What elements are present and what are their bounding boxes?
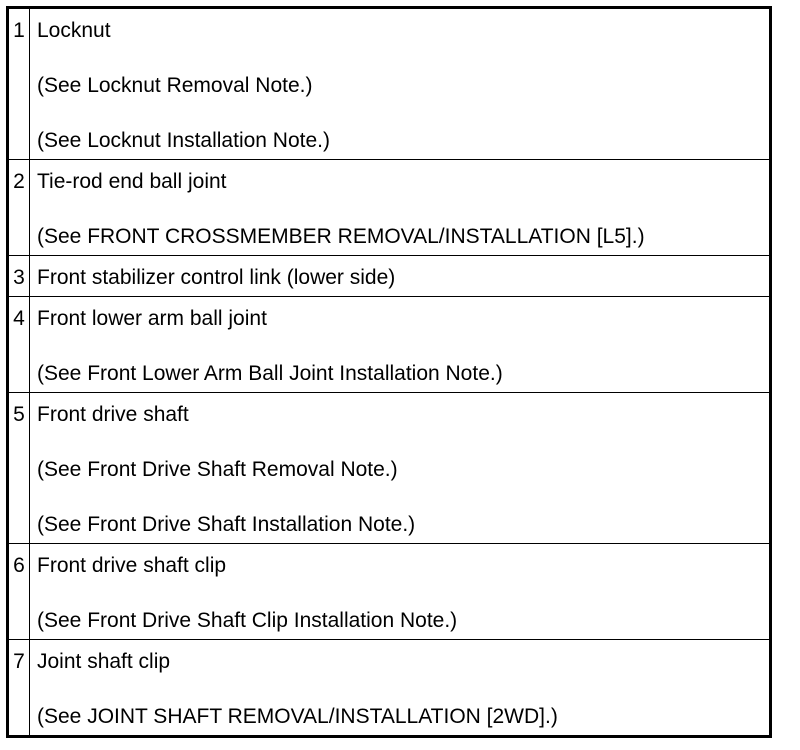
part-description bbox=[30, 297, 771, 393]
reference-note[interactable]: (See Front Drive Shaft Removal Note.) bbox=[37, 458, 398, 481]
reference-note[interactable]: (See Front Lower Arm Ball Joint Installation Note.) bbox=[37, 362, 503, 385]
table-row bbox=[8, 393, 771, 544]
part-name: Joint shaft clip bbox=[37, 650, 171, 673]
part-number: 7 bbox=[8, 640, 30, 737]
part-description bbox=[30, 256, 771, 297]
part-number: 5 bbox=[8, 393, 30, 544]
table-row bbox=[8, 544, 771, 640]
reference-note[interactable]: (See Front Drive Shaft Clip Installation Note.) bbox=[37, 609, 458, 632]
part-number: 4 bbox=[8, 297, 30, 393]
reference-note[interactable]: (See Locknut Removal Note.) bbox=[37, 74, 313, 97]
part-number: 2 bbox=[8, 160, 30, 256]
part-name: Tie-rod end ball joint bbox=[37, 170, 227, 193]
parts-table-body bbox=[8, 8, 771, 737]
reference-note[interactable]: (See JOINT SHAFT REMOVAL/INSTALLATION [2WD].) bbox=[37, 705, 558, 728]
reference-note[interactable]: (See Front Drive Shaft Installation Note.) bbox=[37, 513, 416, 536]
parts-table bbox=[6, 6, 772, 738]
table-row bbox=[8, 160, 771, 256]
part-number: 1 bbox=[8, 8, 30, 160]
part-name: Front drive shaft bbox=[37, 403, 189, 426]
part-description bbox=[30, 393, 771, 544]
part-description bbox=[30, 160, 771, 256]
part-name: Locknut bbox=[37, 19, 111, 42]
part-name: Front drive shaft clip bbox=[37, 554, 227, 577]
part-description bbox=[30, 8, 771, 160]
part-number: 3 bbox=[8, 256, 30, 297]
table-row bbox=[8, 8, 771, 160]
table-row bbox=[8, 256, 771, 297]
part-description bbox=[30, 640, 771, 737]
table-row bbox=[8, 297, 771, 393]
table-row bbox=[8, 640, 771, 737]
reference-note[interactable]: (See Locknut Installation Note.) bbox=[37, 129, 330, 152]
reference-note[interactable]: (See FRONT CROSSMEMBER REMOVAL/INSTALLATION [L5].) bbox=[37, 225, 645, 248]
part-number: 6 bbox=[8, 544, 30, 640]
part-description bbox=[30, 544, 771, 640]
part-name: Front lower arm ball joint bbox=[37, 307, 267, 330]
part-name: Front stabilizer control link (lower side) bbox=[37, 266, 396, 289]
